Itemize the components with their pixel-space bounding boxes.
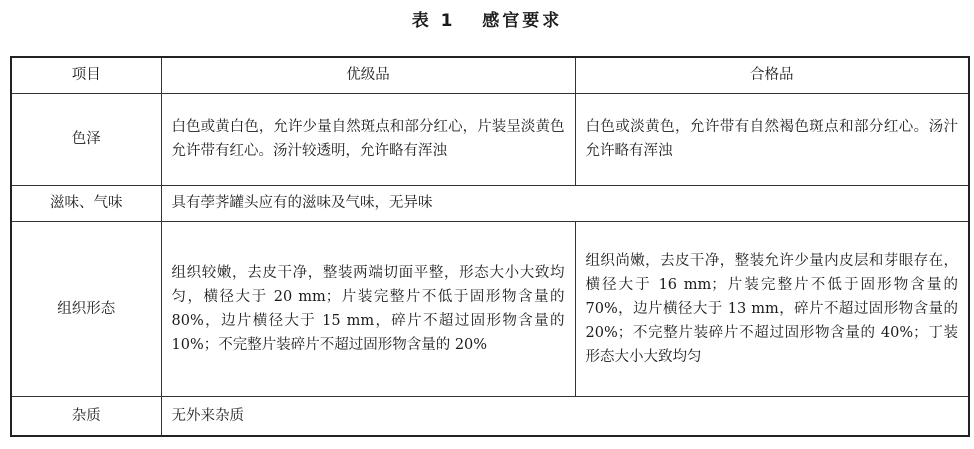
row-item-label: 色泽 [11, 93, 161, 185]
row-qualified-cell: 白色或淡黄色，允许带有自然褐色斑点和部分红心。汤汁允许略有浑浊 [575, 93, 969, 185]
row-merged-cell: 无外来杂质 [161, 396, 969, 436]
table-header-row [11, 57, 969, 93]
row-item-label: 组织形态 [11, 221, 161, 396]
row-merged-cell: 具有荸荠罐头应有的滋味及气味，无异味 [161, 185, 969, 221]
row-superior-cell: 白色或黄白色，允许少量自然斑点和部分红心，片装呈淡黄色允许带有红心。汤汁较透明，允许略有浑浊 [161, 93, 575, 185]
row-item-label: 杂质 [11, 396, 161, 436]
row-qualified-cell: 组织尚嫩，去皮干净，整装允许少量内皮层和芽眼存在，横径大于 16 mm；片装完整片不低于固形物含量的 70%，边片横径大于 13 mm，碎片不超过固形物含量的 20%；不完整片装碎片不超过固形物含量的 40%；丁装形态大小大致均匀 [575, 221, 969, 396]
row-item-label: 滋味、气味 [11, 185, 161, 221]
table-row-taste [11, 185, 969, 221]
table-row-texture [11, 221, 969, 396]
table-row-impurity [11, 396, 969, 436]
sensory-requirements-table [10, 56, 970, 437]
row-superior-cell: 组织较嫩，去皮干净，整装两端切面平整，形态大小大致均匀，横径大于 20 mm；片装完整片不低于固形物含量的 80%，边片横径大于 15 mm，碎片不超过固形物含量的 10%；不完整片装碎片不超过固形物含量的 20% [161, 221, 575, 396]
table-row-color [11, 93, 969, 185]
header-superior: 优级品 [161, 57, 575, 93]
header-qualified: 合格品 [575, 57, 969, 93]
table-title: 表 1 感官要求 [411, 11, 563, 31]
header-item: 项目 [11, 57, 161, 93]
